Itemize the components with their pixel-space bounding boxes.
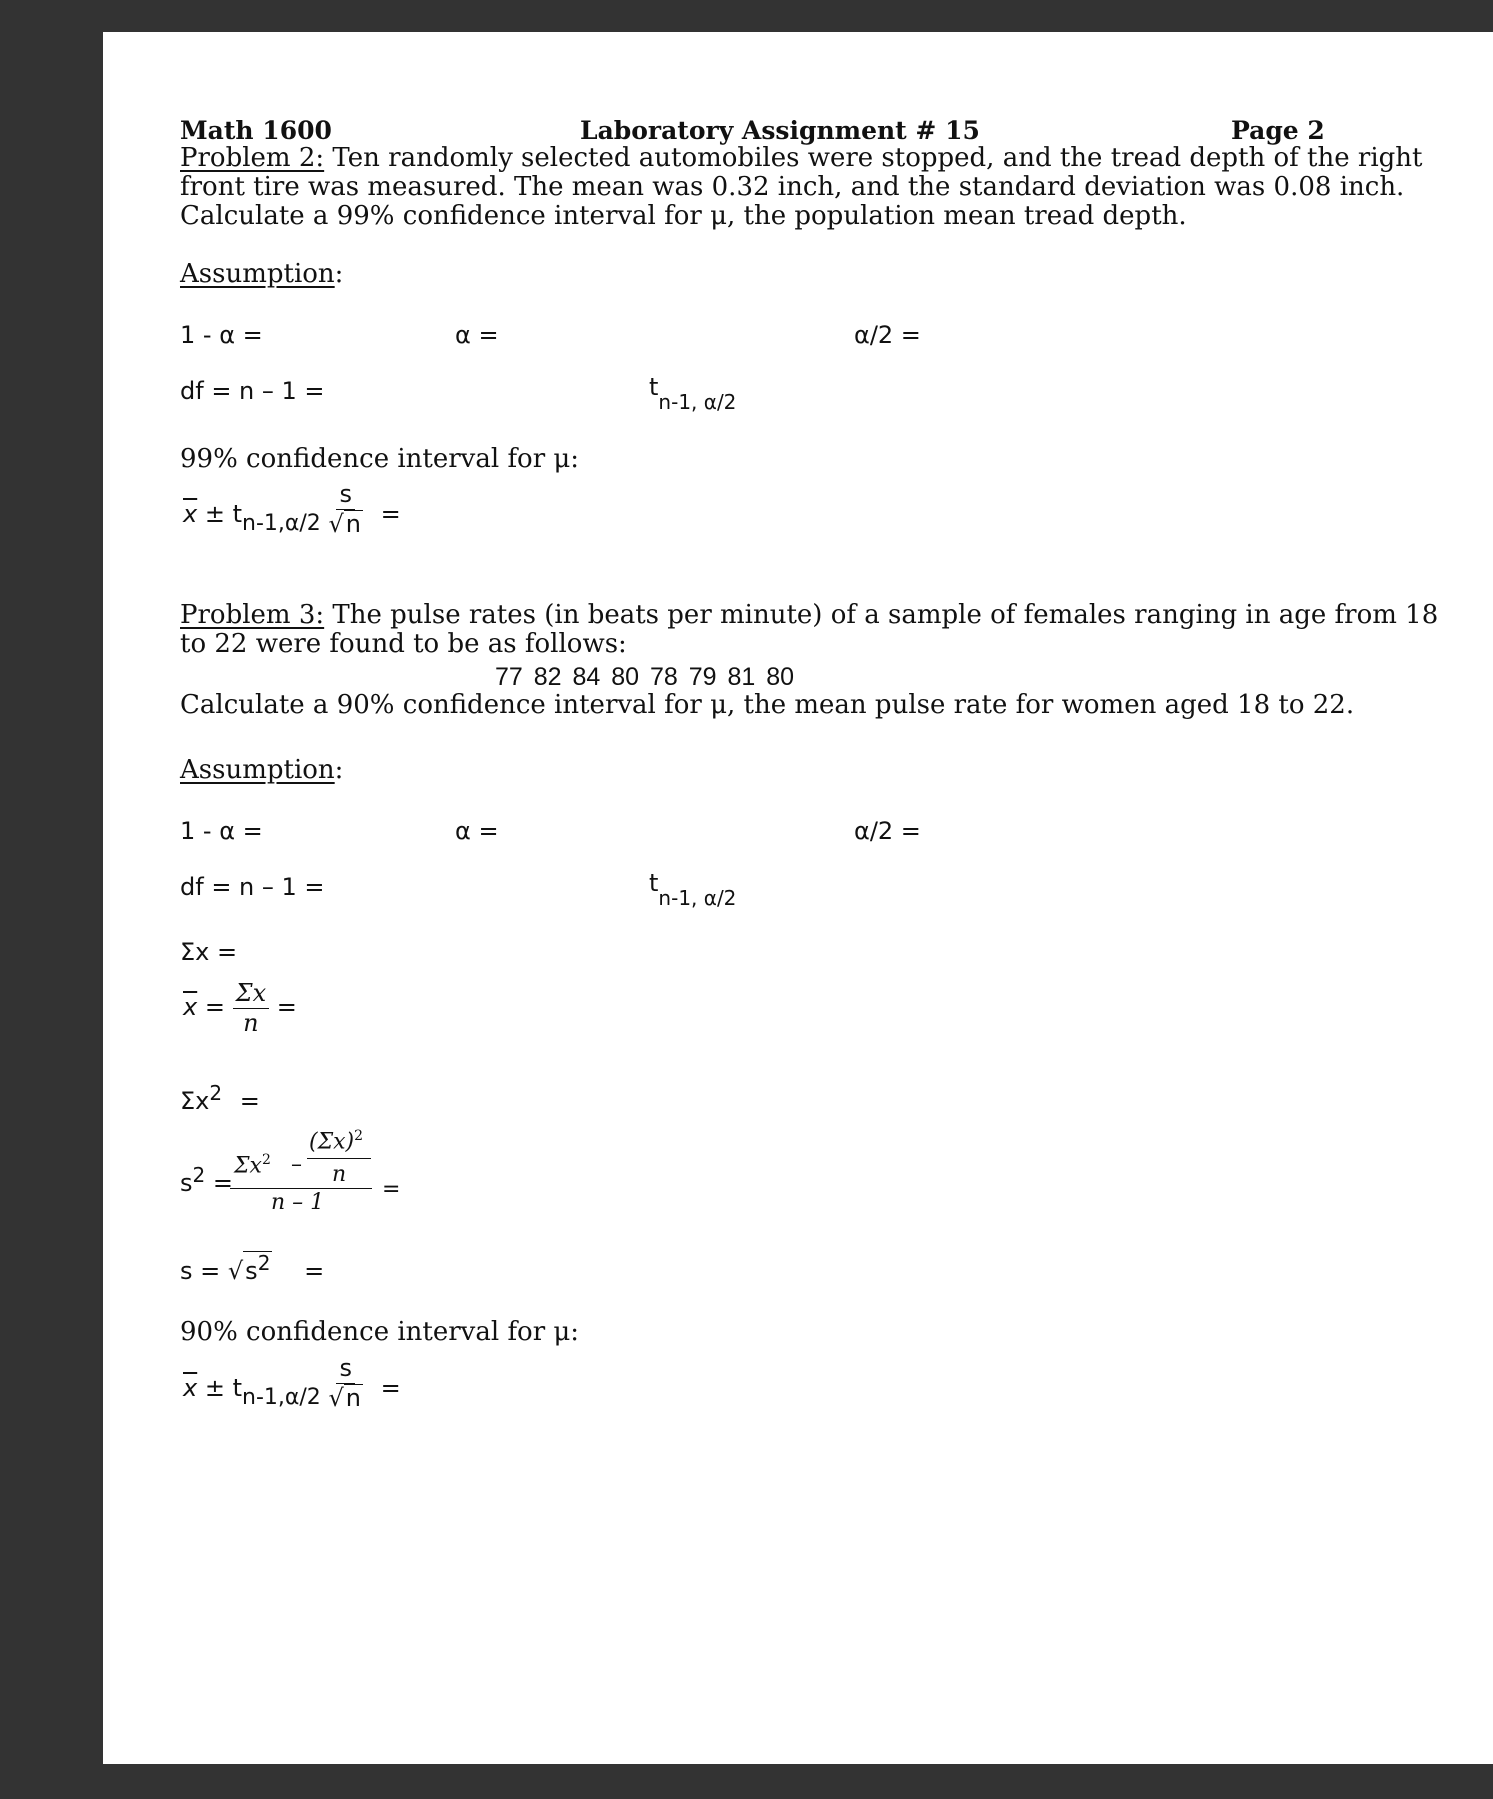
equals: = bbox=[380, 1374, 401, 1402]
course-number: Math 1600 bbox=[180, 116, 332, 145]
p2-ci-formula bbox=[183, 480, 401, 540]
p3-std-dev-formula: $s = √s^2$ = bbox=[180, 1251, 325, 1285]
p3-sum-x-squared bbox=[180, 1081, 260, 1115]
assignment-title: Laboratory Assignment # 15 bbox=[580, 116, 980, 145]
xbar-symbol: $\overline{x}$ bbox=[183, 993, 198, 1021]
p3-alpha-half: α/2 = bbox=[854, 817, 921, 845]
frac-denominator: n bbox=[243, 1009, 259, 1037]
p2-ci-label: 99% confidence interval for μ: bbox=[180, 444, 580, 474]
equals: = bbox=[304, 1257, 325, 1285]
frac-numerator: s bbox=[336, 480, 355, 510]
root-n: n bbox=[345, 510, 361, 538]
sum-x-over-n bbox=[233, 979, 270, 1037]
p2-alpha-half: α/2 = bbox=[854, 321, 921, 349]
frac-numerator: Σx bbox=[233, 979, 270, 1009]
t-base: t bbox=[649, 869, 659, 897]
t-base: t bbox=[649, 373, 659, 401]
main-denominator: n – 1 bbox=[271, 1190, 325, 1215]
root-s2 bbox=[243, 1251, 272, 1284]
root-s2-base: s bbox=[245, 1257, 258, 1285]
minus-sign: – bbox=[291, 1152, 302, 1177]
equals: = bbox=[239, 1087, 260, 1115]
main-fraction-bar bbox=[230, 1188, 372, 1189]
p3-one-minus-alpha: 1 - α = bbox=[180, 817, 263, 845]
equals: = bbox=[204, 993, 225, 1021]
p3-sum-x: Σx = bbox=[180, 938, 238, 966]
p3-ci-label: 90% confidence interval for μ: bbox=[180, 1317, 580, 1347]
document-page bbox=[103, 32, 1493, 1764]
p2-degrees-of-freedom: df = n – 1 = bbox=[180, 377, 325, 405]
p3-alpha: α = bbox=[455, 817, 499, 845]
plus-minus: ± bbox=[204, 1374, 225, 1402]
s2-lhs bbox=[180, 1163, 233, 1197]
p3-ci-formula bbox=[183, 1354, 401, 1414]
assumption-colon: : bbox=[334, 755, 344, 785]
problem-3-instruction: Calculate a 90% confidence interval for μ, the mean pulse rate for women aged 18 to 22. bbox=[180, 690, 1355, 720]
sum-x-squared-term bbox=[309, 1128, 363, 1154]
frac-numerator: s bbox=[336, 1354, 355, 1384]
problem-2-label: Problem 2: bbox=[180, 143, 325, 173]
s-lhs: s = bbox=[180, 1257, 221, 1285]
assumption-colon: : bbox=[334, 259, 344, 289]
sum-x2-base: Σx bbox=[180, 1087, 210, 1115]
assumption-label: Assumption bbox=[180, 259, 335, 289]
t-sub: n-1,α/2 bbox=[242, 511, 321, 536]
page-number: Page 2 bbox=[1231, 116, 1325, 145]
sum-x-paren: (Σx) bbox=[309, 1129, 355, 1155]
s-over-root-n bbox=[328, 480, 363, 538]
s-over-root-n bbox=[328, 1354, 363, 1412]
p3-degrees-of-freedom: df = n – 1 = bbox=[180, 873, 325, 901]
p3-mean-formula bbox=[183, 979, 297, 1037]
s2-base: s bbox=[180, 1169, 193, 1197]
problem-3-statement bbox=[180, 601, 1440, 659]
xbar-symbol: $\overline{x}$ bbox=[183, 1374, 198, 1402]
problem-2-statement bbox=[180, 144, 1430, 231]
equals: = bbox=[380, 500, 401, 528]
t-subscript: n-1, α/2 bbox=[658, 886, 737, 910]
p3-variance-formula bbox=[180, 1122, 520, 1232]
inner-denominator: n bbox=[332, 1162, 347, 1187]
t-subscript: n-1, α/2 bbox=[658, 390, 737, 414]
p2-one-minus-alpha: 1 - α = bbox=[180, 321, 263, 349]
problem-3-text: The pulse rates (in beats per minute) of a sample of females ranging in age from 18 to 22 were found to be as follows: bbox=[180, 600, 1439, 659]
frac-denominator: √n bbox=[328, 510, 361, 538]
assumption-label: Assumption bbox=[180, 755, 335, 785]
xbar-symbol: $\overline{x}$ bbox=[183, 500, 198, 528]
p2-alpha: α = bbox=[455, 321, 499, 349]
pulse-rate-data: 77 82 84 80 78 79 81 80 bbox=[495, 663, 795, 691]
root-s2-exponent: 2 bbox=[257, 1251, 271, 1275]
equals-tail: = bbox=[276, 993, 297, 1021]
sum-x2-exponent: 2 bbox=[209, 1081, 223, 1105]
sum-x2-term-exp: 2 bbox=[261, 1152, 271, 1168]
s2-exponent: 2 bbox=[192, 1163, 206, 1187]
root-n: n bbox=[345, 1384, 361, 1412]
plus-minus: ± bbox=[204, 500, 225, 528]
t-sub: n-1,α/2 bbox=[242, 1385, 321, 1410]
t-symbol: t bbox=[232, 500, 243, 528]
problem-2-assumption bbox=[180, 260, 343, 289]
sum-x-paren-exp: 2 bbox=[354, 1128, 364, 1144]
sum-x2-term bbox=[234, 1152, 271, 1178]
problem-3-label: Problem 3: bbox=[180, 600, 325, 630]
s2-tail-equals: = bbox=[382, 1177, 401, 1202]
problem-3-assumption bbox=[180, 756, 343, 785]
frac-denominator: √n bbox=[328, 1384, 361, 1412]
sum-x2-term-base: Σx bbox=[234, 1153, 262, 1179]
t-symbol: t bbox=[232, 1374, 243, 1402]
s2-equals: = bbox=[212, 1169, 233, 1197]
problem-2-text: Ten randomly selected automobiles were stopped, and the tread depth of the right front tire was measured. The mean was 0.32 inch, and the standard deviation was 0.08 inch. Calculate a 99% confidence interval for μ, the population mean tread depth. bbox=[180, 143, 1423, 231]
inner-fraction-bar bbox=[307, 1158, 371, 1159]
